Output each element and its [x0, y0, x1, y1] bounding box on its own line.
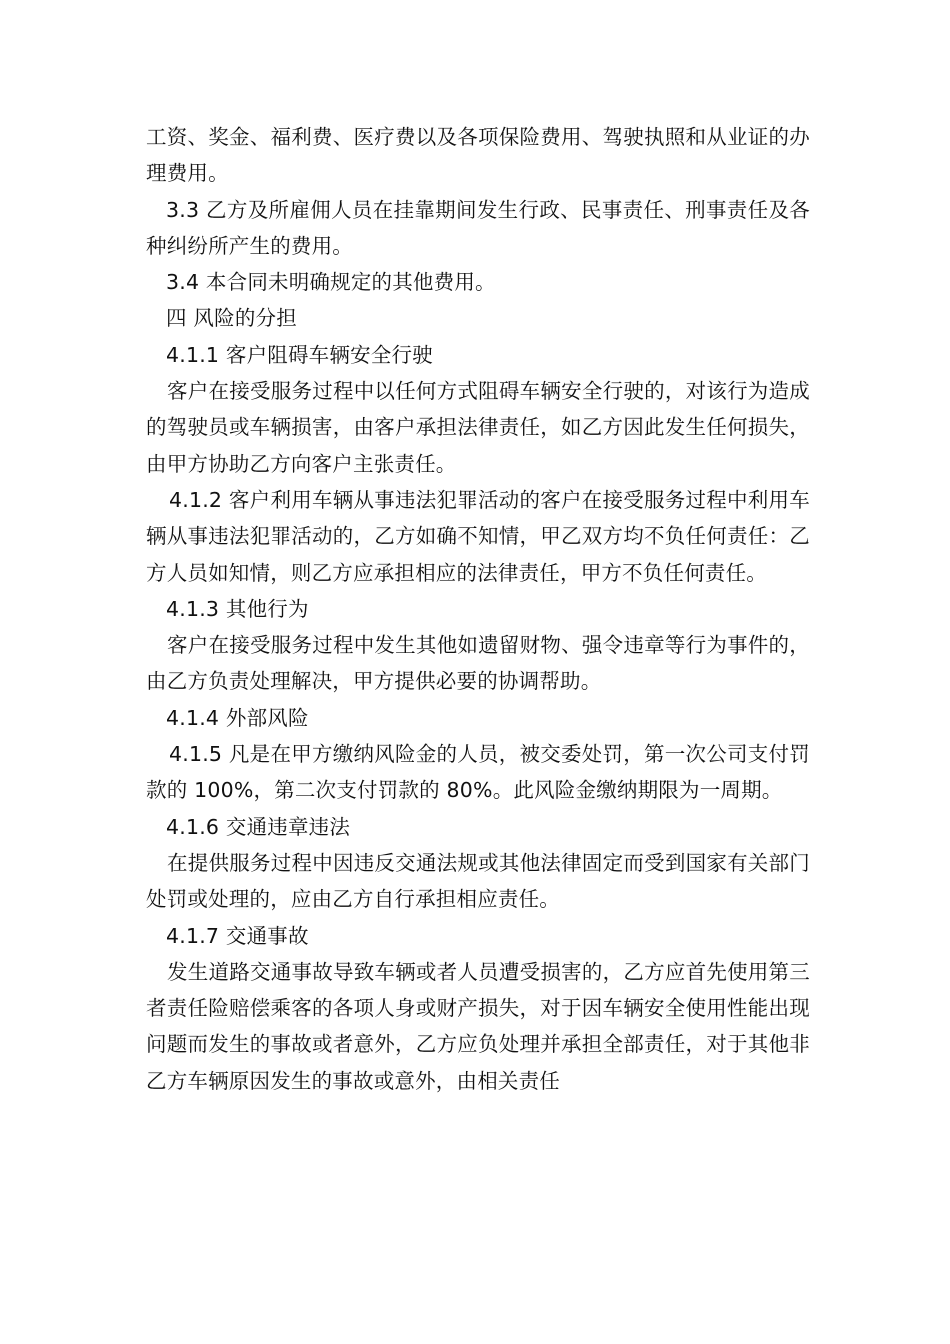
heading-4-1-7: 4.1.7 交通事故: [166, 923, 309, 948]
paragraph-4-1-7-body: 发生道路交通事故导致车辆或者人员遭受损害的，乙方应首先使用第三者责任险赔偿乘客的各项人身或财产损失，对于因车辆安全使用性能出现问题而发生的事故或者意外，乙方应负处理并承担全部责任，对于其他非乙方车辆原因发生的事故或意外，由相关责任: [146, 959, 810, 1093]
heading-4-1-6: 4.1.6 交通违章违法: [166, 814, 351, 839]
paragraph-3-3: 3.3 乙方及所雇佣人员在挂靠期间发生行政、民事责任、刑事责任及各种纠纷所产生的费用。: [146, 197, 810, 258]
paragraph-4-1-1-body: 客户在接受服务过程中以任何方式阻碍车辆安全行驶的，对该行为造成的驾驶员或车辆损害，由客户承担法律责任，如乙方因此发生任何损失，由甲方协助乙方向客户主张责任。: [146, 379, 810, 476]
paragraph-4-1-6-body: 在提供服务过程中因违反交通法规或其他法律固定而受到国家有关部门处罚或处理的，应由乙方自行承担相应责任。: [146, 850, 810, 912]
heading-4-1-4: 4.1.4 外部风险: [166, 705, 309, 730]
paragraph-3-4: 3.4 本合同未明确规定的其他费用。: [166, 270, 496, 295]
paragraph-continuation: 工资、奖金、福利费、医疗费以及各项保险费用、驾驶执照和从业证的办理费用。: [146, 125, 810, 186]
paragraph-4-1-3-body: 客户在接受服务过程中发生其他如遗留财物、强令违章等行为事件的，由乙方负责处理解决，甲方提供必要的协调帮助。: [146, 633, 810, 694]
heading-4-1-1: 4.1.1 客户阻碍车辆安全行驶: [166, 342, 433, 367]
document-body: [146, 119, 810, 1099]
section-heading-risk: 四 风险的分担: [166, 306, 297, 331]
paragraph-4-1-2: 4.1.2 客户利用车辆从事违法犯罪活动的客户在接受服务过程中利用车辆从事违法犯罪活动的，乙方如确不知情，甲乙双方均不负任何责任：乙方人员如知情，则乙方应承担相应的法律责任，甲方不负任何责任。: [146, 487, 810, 585]
heading-4-1-3: 4.1.3 其他行为: [166, 596, 309, 621]
paragraph-4-1-5: 4.1.5 凡是在甲方缴纳风险金的人员，被交委处罚，第一次公司支付罚款的 100%，第二次支付罚款的 80%。此风险金缴纳期限为一周期。: [146, 742, 810, 803]
